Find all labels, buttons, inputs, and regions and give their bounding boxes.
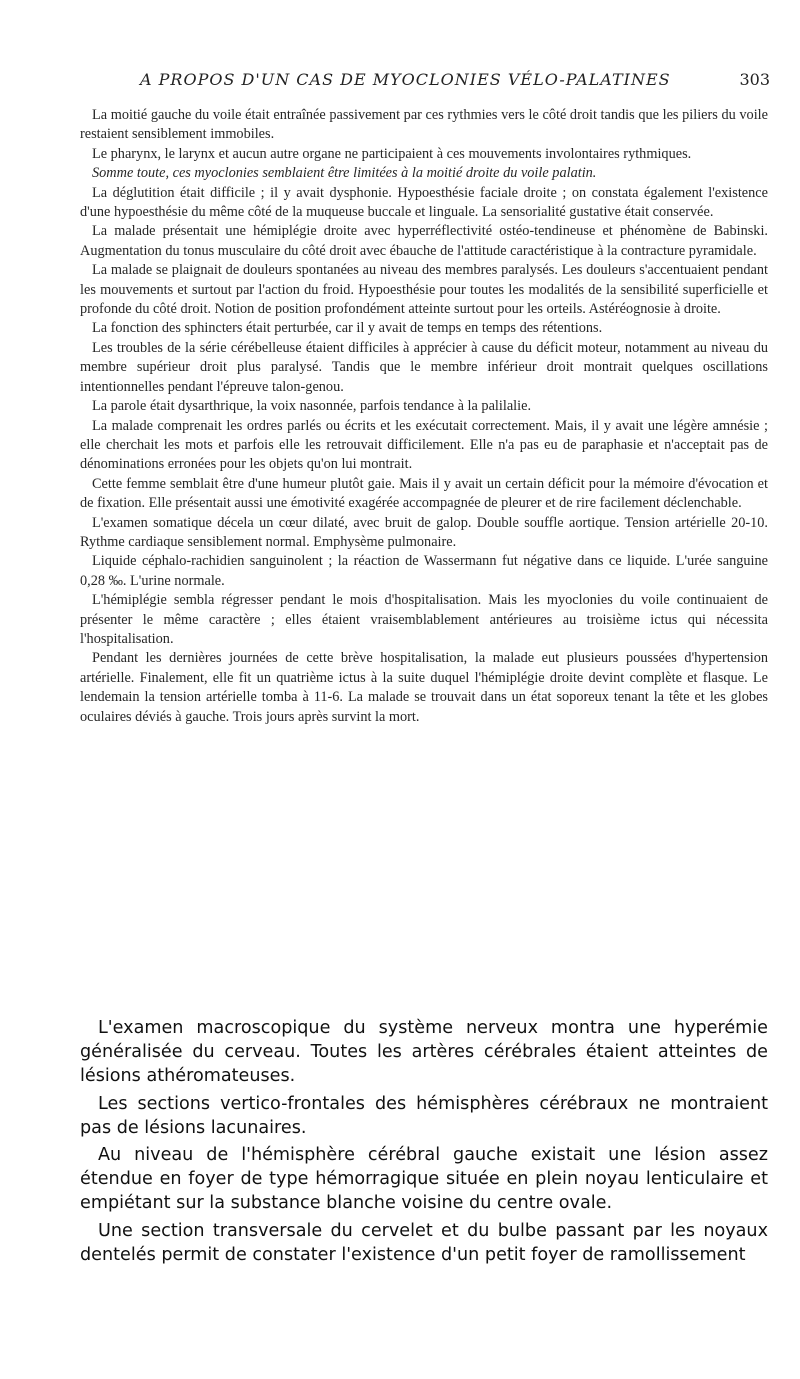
running-title: A PROPOS D'UN CAS DE MYOCLONIES VÉLO-PALATINES xyxy=(140,70,671,89)
paragraph: Les sections vertico-frontales des hémisphères cérébraux ne montraient pas de lésions lacunaires. xyxy=(80,1093,768,1138)
page-number: 303 xyxy=(739,70,770,89)
paragraph: Une section transversale du cervelet et du bulbe passant par les noyaux dentelés permit de constater l'existence d'un petit foyer de ramollissement xyxy=(80,1220,768,1265)
paragraph: Cette femme semblait être d'une humeur plutôt gaie. Mais il y avait un certain déficit pour la mémoire d'évocation et de fixation. Elle présentait aussi une émotivité exagérée accompagnée de pleurer et de rire facilement déclenchable. xyxy=(80,475,768,512)
clinical-observation-text xyxy=(80,106,768,727)
running-header xyxy=(80,70,770,100)
paragraph: L'hémiplégie sembla régresser pendant le mois d'hospitalisation. Mais les myoclonies du voile continuaient de présenter le même caractère ; elles étaient vraisemblablement antérieures au troisième ictus qui nécessita l'hospitalisation. xyxy=(80,592,768,647)
paragraph-italic: Somme toute, ces myoclonies semblaient être limitées à la moitié droite du voile palatin. xyxy=(92,165,597,182)
paragraph: La malade se plaignait de douleurs spontanées au niveau des membres paralysés. Les douleurs s'accentuaient pendant les mouvements et surtout par l'action du froid. Hypoesthésie pour toutes les modalités de la sensibilité superficielle et profonde du côté droit. Notion de position profondément atteinte surtout pour les orteils. Astéréognosie à droite. xyxy=(80,262,768,318)
paragraph: La moitié gauche du voile était entraînée passivement par ces rythmies vers le côté droit tandis que les piliers du voile restaient sensiblement immobiles. xyxy=(80,107,768,143)
paragraph: Liquide céphalo-rachidien sanguinolent ; la réaction de Wassermann fut négative dans ce liquide. L'urée sanguine 0,28 ‰. L'urine normale. xyxy=(80,553,768,589)
paragraph: La parole était dysarthrique, la voix nasonnée, parfois tendance à la palilalie. xyxy=(92,398,532,415)
paragraph: La malade comprenait les ordres parlés ou écrits et les exécutait correctement. Mais, il y avait une légère amnésie ; elle cherchait les mots et parfois elle les retrouvait difficilement. Elle n'a pas eu de paraphasie et n'acceptait pas de dénominations erronées pour les objets qu'on lui montrait. xyxy=(80,417,768,473)
paragraph: L'examen somatique décela un cœur dilaté, avec bruit de galop. Double souffle aortique. Tension artérielle 20-10. Rythme cardiaque sensiblement normal. Emphysème pulmonaire. xyxy=(80,514,768,550)
paragraph: La malade présentait une hémiplégie droite avec hyperréflectivité ostéo-tendineuse et phénomène de Babinski. Augmentation du tonus musculaire du côté droit avec ébauche de l'attitude caractéristique à la contracture pyramidale. xyxy=(80,223,768,259)
anatomical-findings-text xyxy=(80,1016,768,1270)
paragraph: Au niveau de l'hémisphère cérébral gauche existait une lésion assez étendue en foyer de type hémorragique située en plein noyau lenticulaire et empiétant sur la substance blanche voisine du centre ovale. xyxy=(80,1145,768,1214)
paragraph: La fonction des sphincters était perturbée, car il y avait de temps en temps des rétentions. xyxy=(92,320,603,337)
paragraph: Les troubles de la série cérébelleuse étaient difficiles à apprécier à cause du déficit moteur, notamment au niveau du membre supérieur droit plus paralysé. Tandis que le membre inférieur droit montrait quelques oscillations intentionnelles pendant l'épreuve talon-genou. xyxy=(80,339,768,395)
paragraph: Pendant les dernières journées de cette brève hospitalisation, la malade eut plusieurs poussées d'hypertension artérielle. Finalement, elle fit un quatrième ictus à la suite duquel l'hémiplégie droite devint complète et flasque. Le lendemain la tension artérielle tomba à 11-6. La malade se trouvait dans un état soporeux tenant la tête et les globes oculaires déviés à gauche. Trois jours après survint la mort. xyxy=(80,650,768,725)
paragraph: L'examen macroscopique du système nerveux montra une hyperémie généralisée du cerveau. Toutes les artères cérébrales étaient atteintes de lésions athéromateuses. xyxy=(80,1018,768,1087)
paragraph: La déglutition était difficile ; il y avait dysphonie. Hypoesthésie faciale droite ; on constata également l'existence d'une hypoesthésie du même côté de la muqueuse buccale et linguale. La sensorialité gustative était conservée. xyxy=(80,184,768,221)
paragraph: Le pharynx, le larynx et aucun autre organe ne participaient à ces mouvements involontaires rythmiques. xyxy=(92,145,692,162)
